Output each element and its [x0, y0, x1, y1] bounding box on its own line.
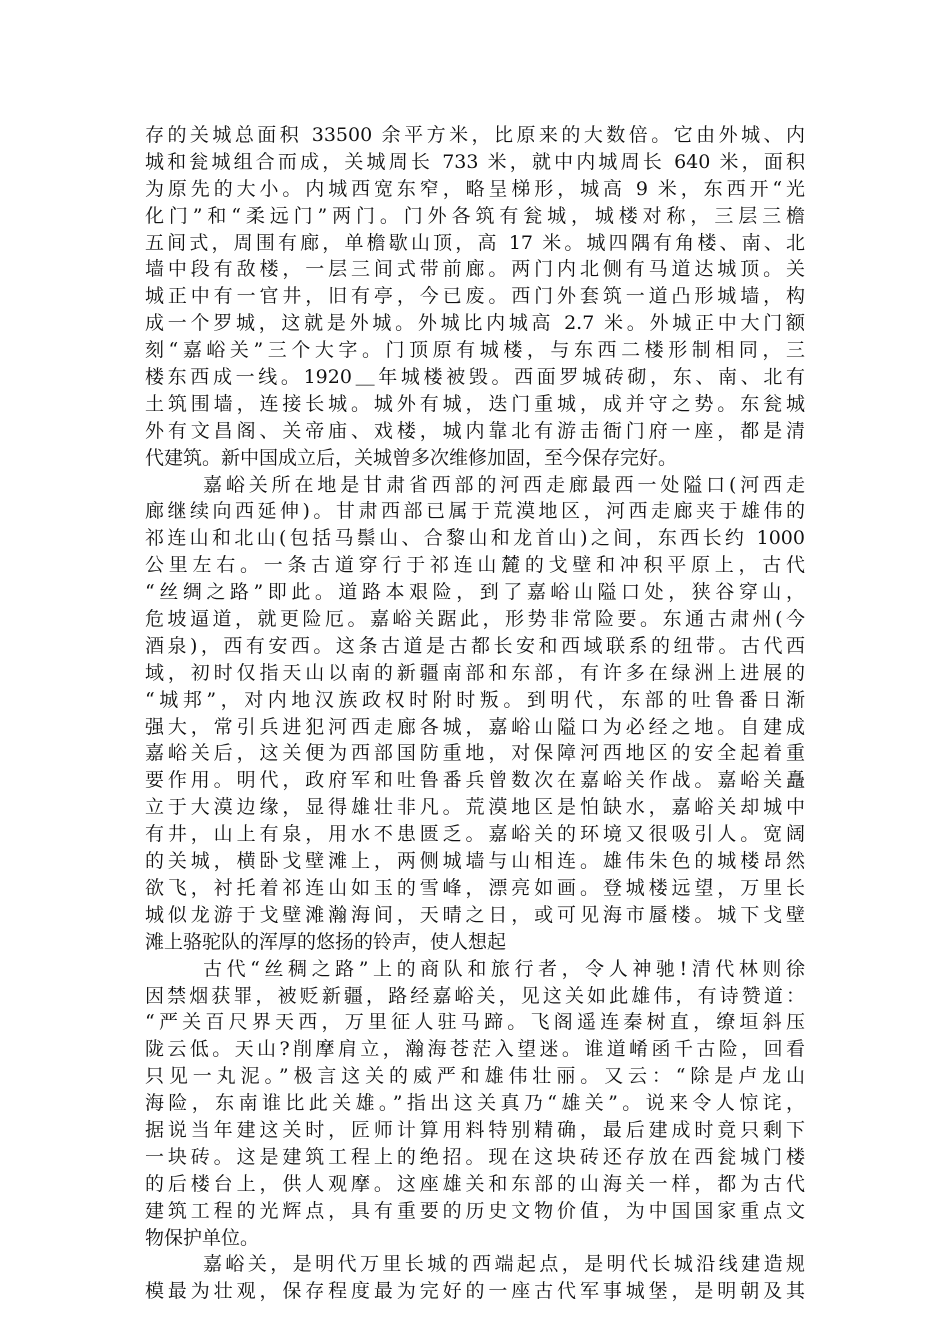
paragraph [145, 956, 805, 1252]
text-line: 五间式，周围有廊，单檐歇山顶，高 17 米。城四隅有角楼、南、北 [145, 231, 805, 254]
text-line: 城正中有一官井，旧有亭，今已废。西门外套筑一道凸形城墙，构 [145, 285, 805, 308]
text-line: 据说当年建这关时，匠师计算用料特别精确，最后建成时竟只剩下 [145, 1118, 805, 1141]
paragraph [145, 122, 805, 472]
text-line: 立于大漠边缘，显得雄壮非凡。荒漠地区是怕缺水，嘉峪关却城中 [145, 796, 805, 819]
text-line: 嘉峪关所在地是甘肃省西部的河西走廊最西一处隘口(河西走 [203, 473, 805, 496]
text-line: 墙中段有敌楼，一层三间式带前廊。两门内北侧有马道达城顶。关 [145, 258, 805, 281]
text-line: 存的关城总面积 33500 余平方米，比原来的大数倍。它由外城、内 [145, 124, 805, 146]
text-line: 楼东西成一线。1920＿年城楼被毁。西面罗城砖砌，东、南、北有 [145, 366, 805, 389]
text-line: 滩上骆驼队的浑厚的悠扬的铃声，使人想起 [145, 930, 507, 953]
text-line: “丝绸之路”即此。道路本艰险，到了嘉峪山隘口处，狭谷穿山， [145, 581, 805, 604]
paragraph [145, 472, 805, 956]
text-line: 建筑工程的光辉点，具有重要的历史文物价值，为中国国家重点文 [145, 1199, 805, 1222]
text-line: 陇云低。天山?削摩肩立，瀚海苍茫入望迷。谁道崤函千古险，回看 [145, 1038, 805, 1061]
text-line: 城似龙游于戈壁滩瀚海间，天晴之日，或可见海市蜃楼。城下戈壁 [145, 903, 805, 926]
text-line: 强大，常引兵进犯河西走廊各城，嘉峪山隘口为必经之地。自建成 [145, 715, 805, 738]
text-line: 的关城，横卧戈壁滩上，两侧城墙与山相连。雄伟朱色的城楼昂然 [145, 850, 805, 873]
text-line: 公里左右。一条古道穿行于祁连山麓的戈壁和冲积平原上，古代 [145, 554, 805, 577]
text-line: 域，初时仅指天山以南的新疆南部和东部，有许多在绿洲上进展的 [145, 661, 805, 684]
text-line: 因禁烟获罪，被贬新疆，路经嘉峪关，见这关如此雄伟，有诗赞道： [145, 984, 805, 1007]
text-line: 嘉峪关，是明代万里长城的西端起点，是明代长城沿线建造规 [203, 1253, 805, 1276]
text-line: “严关百尺界天西，万里征人驻马蹄。飞阁遥连秦树直，缭垣斜压 [145, 1011, 805, 1034]
text-line: 一块砖。这是建筑工程上的绝招。现在这块砖还存放在西瓮城门楼 [145, 1145, 805, 1168]
text-line: 城和瓮城组合而成，关城周长 733 米，就中内城周长 640 米，面积 [145, 150, 805, 173]
text-line: 祁连山和北山(包括马鬃山、合黎山和龙首山)之间，东西长约 1000 [145, 527, 805, 550]
text-line: 古代“丝稠之路”上的商队和旅行者，令人神驰!清代林则徐 [203, 957, 805, 980]
text-line: 物保护单位。 [145, 1226, 260, 1249]
paragraph [145, 1251, 805, 1305]
text-line: 只见一丸泥。”极言这关的威严和雄伟壮丽。又云：“除是卢龙山 [145, 1065, 805, 1088]
text-line: 化门”和“柔远门”两门。门外各筑有瓮城，城楼对称，三层三檐 [145, 204, 805, 227]
text-line: 土筑围墙，连接长城。城外有城，迭门重城，成并守之势。东瓮城 [145, 392, 805, 415]
text-line: 酒泉)，西有安西。这条古道是古都长安和西域联系的纽带。古代西 [145, 634, 805, 657]
body-text [145, 122, 805, 1305]
text-line: 模最为壮观，保存程度最为完好的一座古代军事城堡，是明朝及其 [145, 1280, 805, 1303]
text-line: 嘉峪关后，这关便为西部国防重地，对保障河西地区的安全起着重 [145, 742, 805, 765]
text-line: 廊继续向西延伸)。甘肃西部已属于荒漠地区，河西走廊夹于雄伟的 [145, 500, 805, 523]
text-line: 代建筑。新中国成立后，关城曾多次维修加固，至今保存完好。 [145, 446, 678, 469]
text-line: 危坡逼道，就更险厄。嘉峪关踞此，形势非常险要。东通古肃州(今 [145, 608, 805, 631]
text-line: 有井，山上有泉，用水不患匮乏。嘉峪关的环境又很吸引人。宽阔 [145, 823, 805, 846]
text-line: 欲飞，衬托着祁连山如玉的雪峰，漂亮如画。登城楼远望，万里长 [145, 876, 805, 899]
text-line: 成一个罗城，这就是外城。外城比内城高 2.7 米。外城正中大门额 [145, 312, 805, 335]
text-line: 外有文昌阁、关帝庙、戏楼，城内靠北有游击衙门府一座，都是清 [145, 419, 805, 442]
text-line: 为原先的大小。内城西宽东窄，略呈梯形，城高 9 米，东西开“光 [145, 177, 805, 200]
text-line: 刻“嘉峪关”三个大字。门顶原有城楼，与东西二楼形制相同，三 [145, 339, 805, 362]
text-line: 的后楼台上，供人观摩。这座雄关和东部的山海关一样，都为古代 [145, 1172, 805, 1195]
text-line: “城邦”，对内地汉族政权时附时叛。到明代，东部的吐鲁番日渐 [145, 688, 805, 711]
text-line: 海险，东南谁比此关雄。”指出这关真乃“雄关”。说来令人惊诧， [145, 1092, 805, 1115]
text-line: 要作用。明代，政府军和吐鲁番兵曾数次在嘉峪关作战。嘉峪关矗 [145, 769, 805, 792]
